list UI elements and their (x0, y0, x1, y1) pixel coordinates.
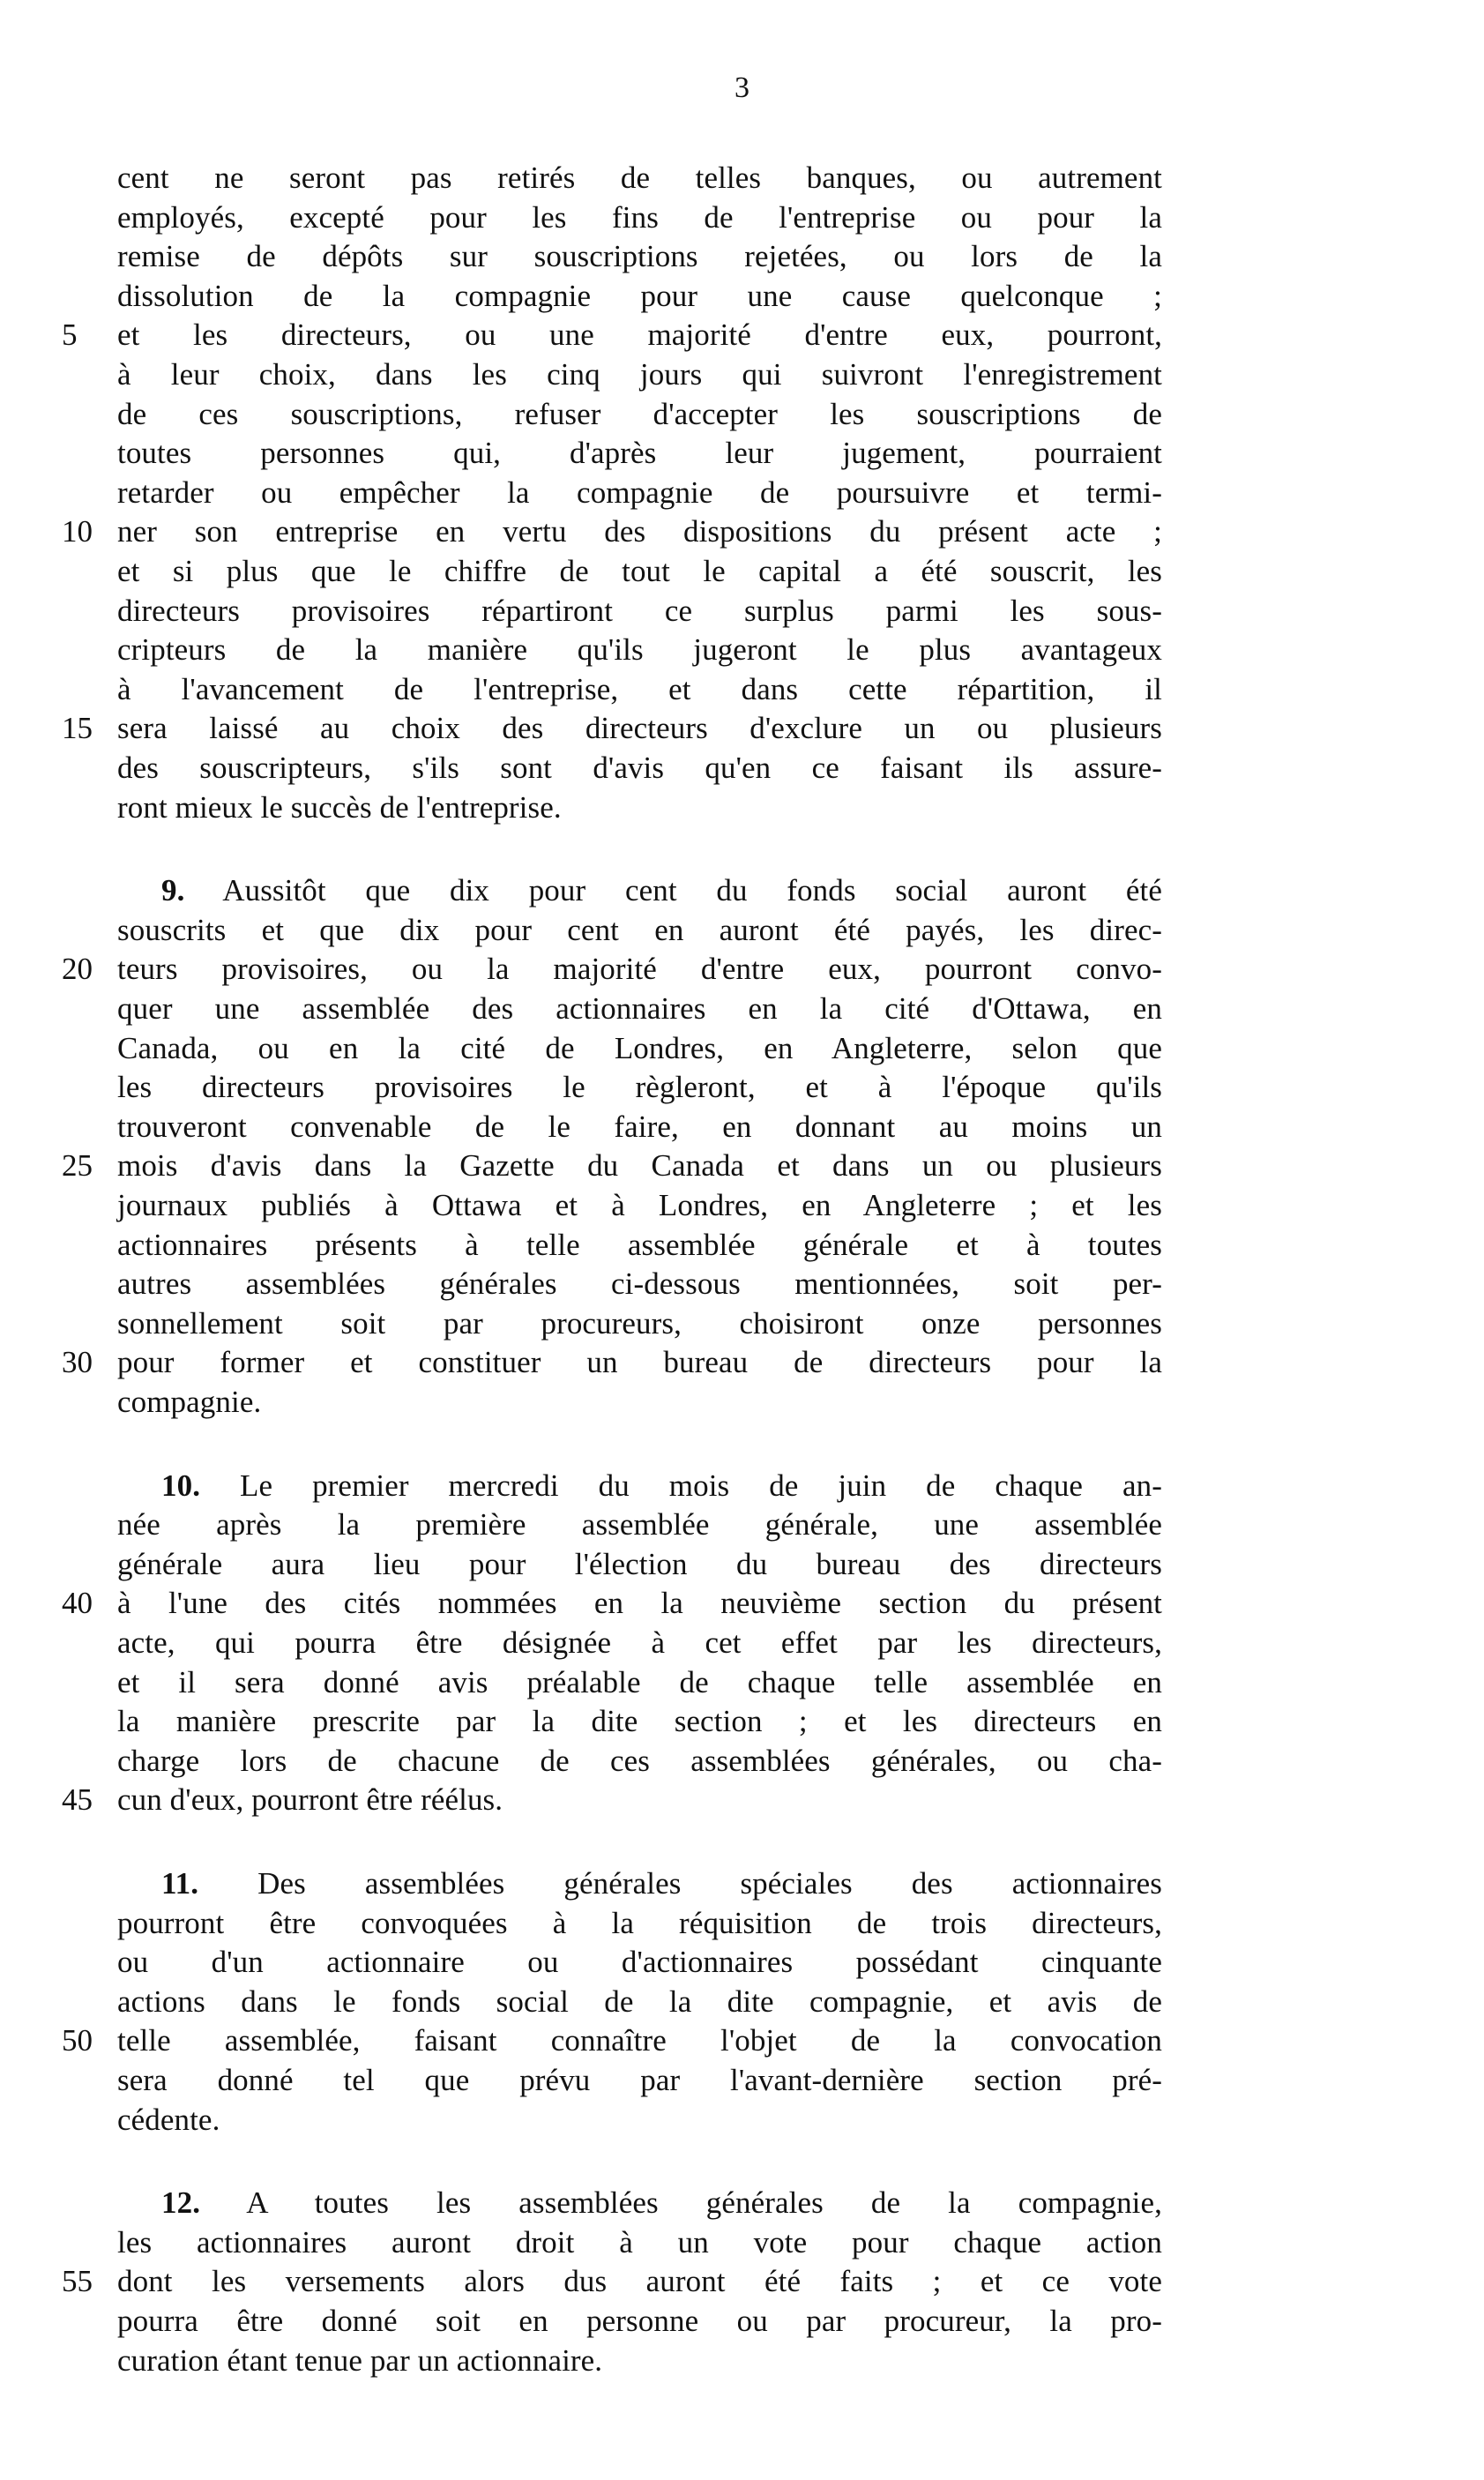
section-number: 10. (161, 1468, 201, 1503)
line-text: générale aura lieu pour l'élection du bureau des directeurs (117, 1546, 1162, 1581)
line-text: Des assemblées générales spéciales des actionnaires (257, 1866, 1162, 1901)
text-line (117, 1383, 1162, 1422)
section-number: 9. (161, 873, 185, 908)
line-text: et il sera donné avis préalable de chaque telle assemblée en (117, 1664, 1162, 1699)
text-line (117, 2223, 1162, 2262)
line-text: souscrits et que dix pour cent en auront été payés, les direc- (117, 912, 1162, 947)
line-text: ner son entreprise en vertu des dispositions du présent acte ; (117, 514, 1162, 549)
line-text: les directeurs provisoires le règleront, et à l'époque qu'ils (117, 1070, 1162, 1105)
line-text: telle assemblée, faisant connaître l'objet de la convocation (117, 2023, 1162, 2058)
text-line (117, 1265, 1162, 1303)
line-text: des souscripteurs, s'ils sont d'avis qu'en ce faisant ils assure- (117, 751, 1162, 785)
text-line (117, 911, 1162, 950)
line-number: 40 (62, 1586, 93, 1621)
text-line (117, 2342, 1162, 2380)
line-text: pourront être convoquées à la réquisition de trois directeurs, (117, 1905, 1162, 1940)
text-line (117, 709, 1162, 748)
text-line (117, 1624, 1162, 1662)
line-text: curation étant tenue par un actionnaire. (117, 2342, 603, 2378)
line-text: pour former et constituer un bureau de directeurs pour la (117, 1345, 1162, 1380)
text-line (117, 1505, 1162, 1544)
text-line (117, 1147, 1162, 1185)
text-line (117, 1663, 1162, 1702)
line-number: 15 (62, 711, 93, 746)
line-number: 50 (62, 2023, 93, 2058)
line-text: cédente. (117, 2102, 220, 2137)
text-line (117, 198, 1162, 237)
line-text: ront mieux le succès de l'entreprise. (117, 789, 562, 825)
line-text: employés, excepté pour les fins de l'entreprise ou pour la (117, 199, 1162, 235)
line-text: compagnie. (117, 1385, 262, 1419)
line-text: sera donné tel que prévu par l'avant-dernière section pré- (117, 2063, 1162, 2097)
line-text: mois d'avis dans la Gazette du Canada et dans un ou plusieurs (117, 1148, 1162, 1184)
line-text: actions dans le fonds social de la dite compagnie, et avis de (117, 1983, 1162, 2019)
text-line (117, 1742, 1162, 1781)
line-text: toutes personnes qui, d'après leur jugement, pourraient (117, 436, 1162, 471)
line-text: dont les versements alors dus auront été faits ; et ce vote (117, 2264, 1162, 2299)
text-line (117, 749, 1162, 788)
line-text: Aussitôt que dix pour cent du fonds social auront été (222, 873, 1162, 908)
text-line (117, 1702, 1162, 1741)
text-line (117, 1186, 1162, 1225)
text-line (117, 2184, 1162, 2222)
line-text: acte, qui pourra être désignée à cet effet par les directeurs, (117, 1625, 1162, 1660)
line-number: 55 (62, 2264, 93, 2299)
text-line (117, 871, 1162, 910)
text-line (117, 1904, 1162, 1943)
text-line (117, 552, 1162, 591)
line-text: remise de dépôts sur souscriptions rejetées, ou lors de la (117, 239, 1162, 274)
line-text: directeurs provisoires répartiront ce surplus parmi les sous- (117, 593, 1162, 628)
text-line (117, 990, 1162, 1028)
text-line (117, 1781, 1162, 1819)
text-line (117, 1068, 1162, 1107)
text-line (117, 316, 1162, 355)
text-line (117, 670, 1162, 709)
line-text: dissolution de la compagnie pour une cause quelconque ; (117, 278, 1162, 313)
line-text: teurs provisoires, ou la majorité d'entre eux, pourront convo- (117, 952, 1162, 987)
line-text: Le premier mercredi du mois de juin de chaque an- (240, 1468, 1162, 1503)
line-text: les actionnaires auront droit à un vote pour chaque action (117, 2224, 1162, 2260)
line-text: retarder ou empêcher la compagnie de poursuivre et termi- (117, 474, 1162, 510)
section-number: 11. (161, 1866, 199, 1901)
text-line (117, 512, 1162, 551)
line-text: Canada, ou en la cité de Londres, en Angleterre, selon que (117, 1030, 1162, 1065)
line-text: à l'avancement de l'entreprise, et dans cette répartition, il (117, 671, 1162, 706)
text-line (117, 2262, 1162, 2301)
line-text: à leur choix, dans les cinq jours qui suivront l'enregistrement (117, 357, 1162, 392)
line-text: ou d'un actionnaire ou d'actionnaires possédant cinquante (117, 1945, 1162, 1980)
line-text: actionnaires présents à telle assemblée générale et à toutes (117, 1227, 1162, 1262)
text-line (117, 2302, 1162, 2341)
line-text: et les directeurs, ou une majorité d'entre eux, pourront, (117, 317, 1162, 353)
text-line (117, 1108, 1162, 1147)
text-line (117, 1545, 1162, 1584)
page-number: 3 (735, 71, 749, 104)
line-text: cun d'eux, pourront être réélus. (117, 1782, 503, 1818)
text-line (117, 2021, 1162, 2060)
line-text: née après la première assemblée générale, une assemblée (117, 1507, 1162, 1543)
line-text: sera laissé au choix des directeurs d'exclure un ou plusieurs (117, 711, 1162, 746)
line-text: et si plus que le chiffre de tout le capital a été souscrit, les (117, 554, 1162, 588)
line-text: pourra être donné soit en personne ou par procureur, la pro- (117, 2304, 1162, 2338)
section-number: 12. (161, 2185, 201, 2221)
line-number: 45 (62, 1782, 93, 1818)
text-line (117, 1943, 1162, 1982)
text-line (117, 631, 1162, 669)
text-line (117, 474, 1162, 512)
line-number: 20 (62, 952, 93, 987)
text-line (117, 788, 1162, 827)
line-text: de ces souscriptions, refuser d'accepter les souscriptions de (117, 396, 1162, 431)
line-text: trouveront convenable de le faire, en donnant au moins un (117, 1109, 1162, 1144)
line-text: charge lors de chacune de ces assemblées générales, ou cha- (117, 1743, 1162, 1778)
line-text: quer une assemblée des actionnaires en la cité d'Ottawa, en (117, 991, 1162, 1026)
line-number: 30 (62, 1345, 93, 1380)
line-number: 10 (62, 514, 93, 549)
text-line (117, 950, 1162, 989)
text-line (117, 1343, 1162, 1382)
text-line (117, 1864, 1162, 1903)
text-line (117, 1584, 1162, 1623)
line-number: 5 (62, 317, 78, 353)
text-line (117, 1304, 1162, 1343)
line-text: à l'une des cités nommées en la neuvième section du présent (117, 1586, 1162, 1621)
text-line (117, 592, 1162, 631)
line-text: la manière prescrite par la dite section ; et les directeurs en (117, 1704, 1162, 1739)
text-line (117, 1983, 1162, 2021)
text-line (117, 237, 1162, 276)
line-text: cripteurs de la manière qu'ils jugeront le plus avantageux (117, 632, 1162, 668)
line-text: autres assemblées générales ci-dessous mentionnées, soit per- (117, 1266, 1162, 1302)
text-line (117, 355, 1162, 394)
line-text: cent ne seront pas retirés de telles banques, ou autrement (117, 161, 1162, 195)
text-line (117, 277, 1162, 316)
text-line (117, 1467, 1162, 1505)
text-line (117, 2101, 1162, 2140)
text-line (117, 1029, 1162, 1068)
text-line (117, 2061, 1162, 2100)
text-line (117, 395, 1162, 434)
text-line (117, 159, 1162, 198)
line-text: journaux publiés à Ottawa et à Londres, en Angleterre ; et les (117, 1188, 1162, 1222)
text-line (117, 1226, 1162, 1265)
text-line (117, 434, 1162, 473)
line-text: A toutes les assemblées générales de la compagnie, (246, 2185, 1162, 2221)
line-text: sonnellement soit par procureurs, choisiront onze personnes (117, 1305, 1162, 1341)
line-number: 25 (62, 1148, 93, 1184)
